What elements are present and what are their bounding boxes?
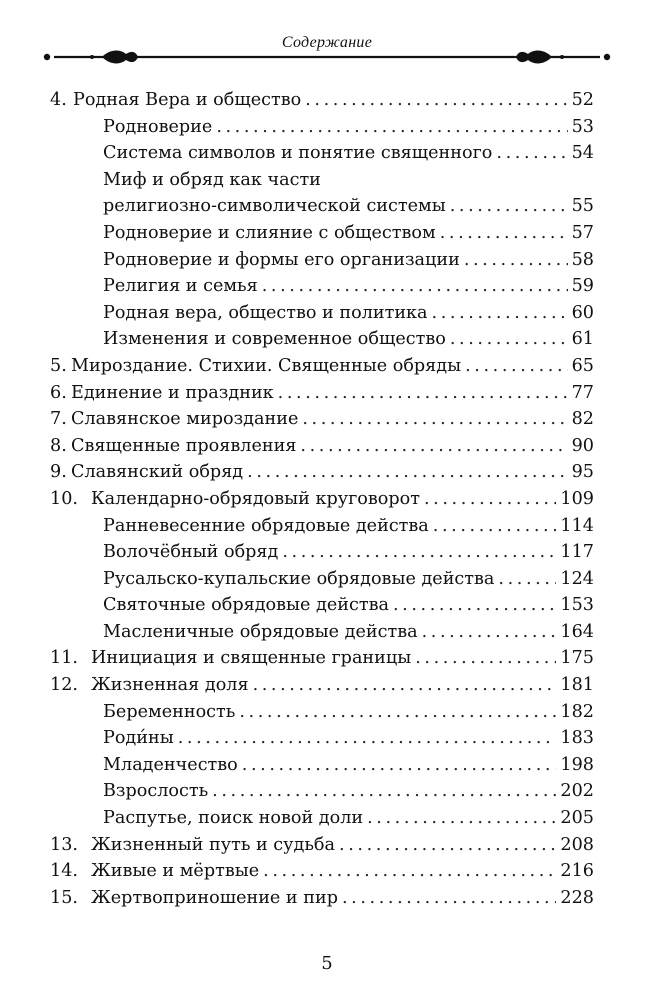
leader-dots [424,486,556,513]
toc-entry-page: 114 [560,515,594,536]
leader-dots [278,380,568,407]
toc-entry-page: 202 [560,781,594,802]
toc-entry-page: 164 [560,621,594,642]
toc-entry-number: 4. [50,90,67,110]
leader-dots [450,326,568,353]
toc-entry-page: 124 [560,568,594,589]
toc-entry-title: Живые и мёртвые [91,861,260,882]
toc-entry-page: 53 [571,116,594,137]
toc-entry-6[interactable] [50,380,594,407]
toc-subentry-12-3[interactable] [50,752,594,779]
leader-dots [498,566,556,593]
toc-entry-page: 82 [571,409,594,430]
toc-entry-page: 59 [571,276,594,297]
toc-entry-page: 175 [560,648,594,669]
leader-dots [465,353,567,380]
toc-entry-number: 13. [50,834,78,855]
toc-entry-page: 216 [560,861,594,882]
toc-entry-title: Система символов и понятие священного [103,143,493,164]
leader-dots [464,247,568,274]
toc-entry-page: 55 [571,196,594,217]
leader-dots [253,672,557,699]
toc-entry-title: Священные проявления [71,435,297,456]
leader-dots [262,273,568,300]
toc-entry-title: Роди́ны [103,728,174,749]
toc-entry-page: 95 [571,462,594,483]
leader-dots [440,220,568,247]
leader-dots [496,140,567,167]
toc-entry-title: Жизненная доля [91,675,249,696]
toc-entry-page: 205 [560,808,594,829]
toc-entry-number: 14. [50,861,78,882]
toc-entry-page: 228 [560,887,594,908]
leader-dots [242,752,557,779]
toc-entry-number: 8. [50,435,67,456]
toc-subentry-10-3[interactable] [50,566,594,593]
toc-entry-number: 15. [50,887,78,908]
toc-subentry-12-4[interactable] [50,778,594,805]
toc-entry-title: Распутье, поиск новой доли [103,808,364,829]
toc-subentry-4-5[interactable] [50,247,594,274]
toc-entry-page: 208 [560,834,594,855]
leader-dots [339,832,556,859]
toc-entry-title: Родная вера, общество и политика [103,302,428,323]
leader-dots [450,193,568,220]
toc-entry-title-line2: религиозно-символической системы [103,196,446,217]
toc-entry-title: Славянское мироздание [71,409,299,430]
leader-dots [305,87,567,114]
toc-subentry-4-2[interactable] [50,140,594,167]
leader-dots [282,539,556,566]
leader-dots [422,619,557,646]
toc-entry-number: 5. [50,355,67,376]
toc-subentry-4-3[interactable] [50,167,594,220]
toc-subentry-4-1[interactable] [50,114,594,141]
toc-entry-number: 10. [50,488,78,509]
toc-entry-title: Жизненный путь и судьба [91,834,336,855]
page-number: 5 [321,953,333,974]
leader-dots [393,592,556,619]
toc-entry-page: 65 [571,355,594,376]
toc-entry-number: 6. [50,382,67,403]
leader-dots [432,300,568,327]
toc-entry-7[interactable] [50,406,594,433]
toc-entry-title [103,167,446,220]
leader-dots [415,645,556,672]
toc-entry-15[interactable] [50,885,594,912]
toc-entry-title: Родная Вера и общество [73,90,302,110]
toc-entry-page: 52 [571,90,594,110]
leader-dots [263,858,556,885]
leader-dots [342,885,556,912]
toc-entry-title: Беременность [103,701,236,722]
toc-entry-5[interactable] [50,353,594,380]
running-header-title: Содержание [281,34,373,51]
leader-dots [302,406,567,433]
toc-entry-title: Славянский обряд [71,462,244,483]
toc-entry-title: Святочные обрядовые действа [103,595,389,616]
toc-entry-title: Младенчество [103,754,238,775]
toc-entry-4[interactable] [50,87,594,114]
toc-subentry-10-5[interactable] [50,619,594,646]
leader-dots [239,699,556,726]
toc-subentry-12-2[interactable] [50,725,594,752]
leader-dots [367,805,556,832]
toc-entry-page: 109 [560,488,594,509]
toc-entry-page: 181 [560,675,594,696]
toc-entry-page: 60 [571,302,594,323]
toc-entry-title: Календарно-обрядовый круговорот [91,488,420,509]
toc-entry-number: 12. [50,675,78,696]
toc-entry-page: 183 [560,728,594,749]
toc-entry-title: Волочёбный обряд [103,542,279,563]
toc-entry-title: Родноверие [103,116,213,137]
toc-entry-number: 9. [50,462,67,483]
toc-entry-title: Родноверие и формы его организации [103,249,460,270]
toc-subentry-4-4[interactable] [50,220,594,247]
toc-entry-title: Масленичные обрядовые действа [103,621,418,642]
toc-entry-page: 54 [571,143,594,164]
leader-dots [212,778,556,805]
toc-entry-title: Ранневесенние обрядовые действа [103,515,429,536]
toc-subentry-10-2[interactable] [50,539,594,566]
toc-entry-page: 153 [560,595,594,616]
table-of-contents [50,87,594,911]
toc-entry-title: Изменения и современное общество [103,329,446,350]
toc-entry-9[interactable] [50,459,594,486]
toc-entry-page: 117 [560,542,594,563]
toc-subentry-4-6[interactable] [50,273,594,300]
toc-subentry-10-1[interactable] [50,513,594,540]
leader-dots [433,513,557,540]
toc-entry-page: 61 [571,329,594,350]
toc-entry-page: 77 [571,382,594,403]
toc-entry-10[interactable] [50,486,594,513]
toc-entry-title: Родноверие и слияние с обществом [103,222,436,243]
leader-dots [247,459,567,486]
toc-subentry-4-7[interactable] [50,300,594,327]
leader-dots [178,725,557,752]
toc-entry-page: 90 [571,435,594,456]
toc-entry-page: 57 [571,222,594,243]
toc-entry-14[interactable] [50,858,594,885]
toc-subentry-10-4[interactable] [50,592,594,619]
toc-entry-title: Мироздание. Стихии. Священные обряды [71,355,462,376]
toc-entry-title-line1: Миф и обряд как части [103,169,321,190]
toc-entry-title: Взрослость [103,781,209,802]
toc-entry-page: 198 [560,754,594,775]
toc-entry-page: 182 [560,701,594,722]
toc-subentry-12-5[interactable] [50,805,594,832]
toc-entry-title: Русальско-купальские обрядовые действа [103,568,495,589]
toc-entry-title: Единение и праздник [71,382,274,403]
toc-entry-number: 7. [50,409,67,430]
toc-entry-number: 11. [50,648,78,669]
toc-entry-13[interactable] [50,832,594,859]
leader-dots [300,433,567,460]
leader-dots [216,114,567,141]
toc-subentry-12-1[interactable] [50,699,594,726]
toc-entry-title: Инициация и священные границы [91,648,412,669]
toc-subentry-4-8[interactable] [50,326,594,353]
toc-entry-page: 58 [571,249,594,270]
toc-entry-title: Жертвоприношение и пир [91,887,338,908]
toc-entry-8[interactable] [50,433,594,460]
ornament-divider [40,46,614,68]
toc-entry-title: Религия и семья [103,276,258,297]
toc-entry-11[interactable] [50,645,594,672]
toc-entry-12[interactable] [50,672,594,699]
